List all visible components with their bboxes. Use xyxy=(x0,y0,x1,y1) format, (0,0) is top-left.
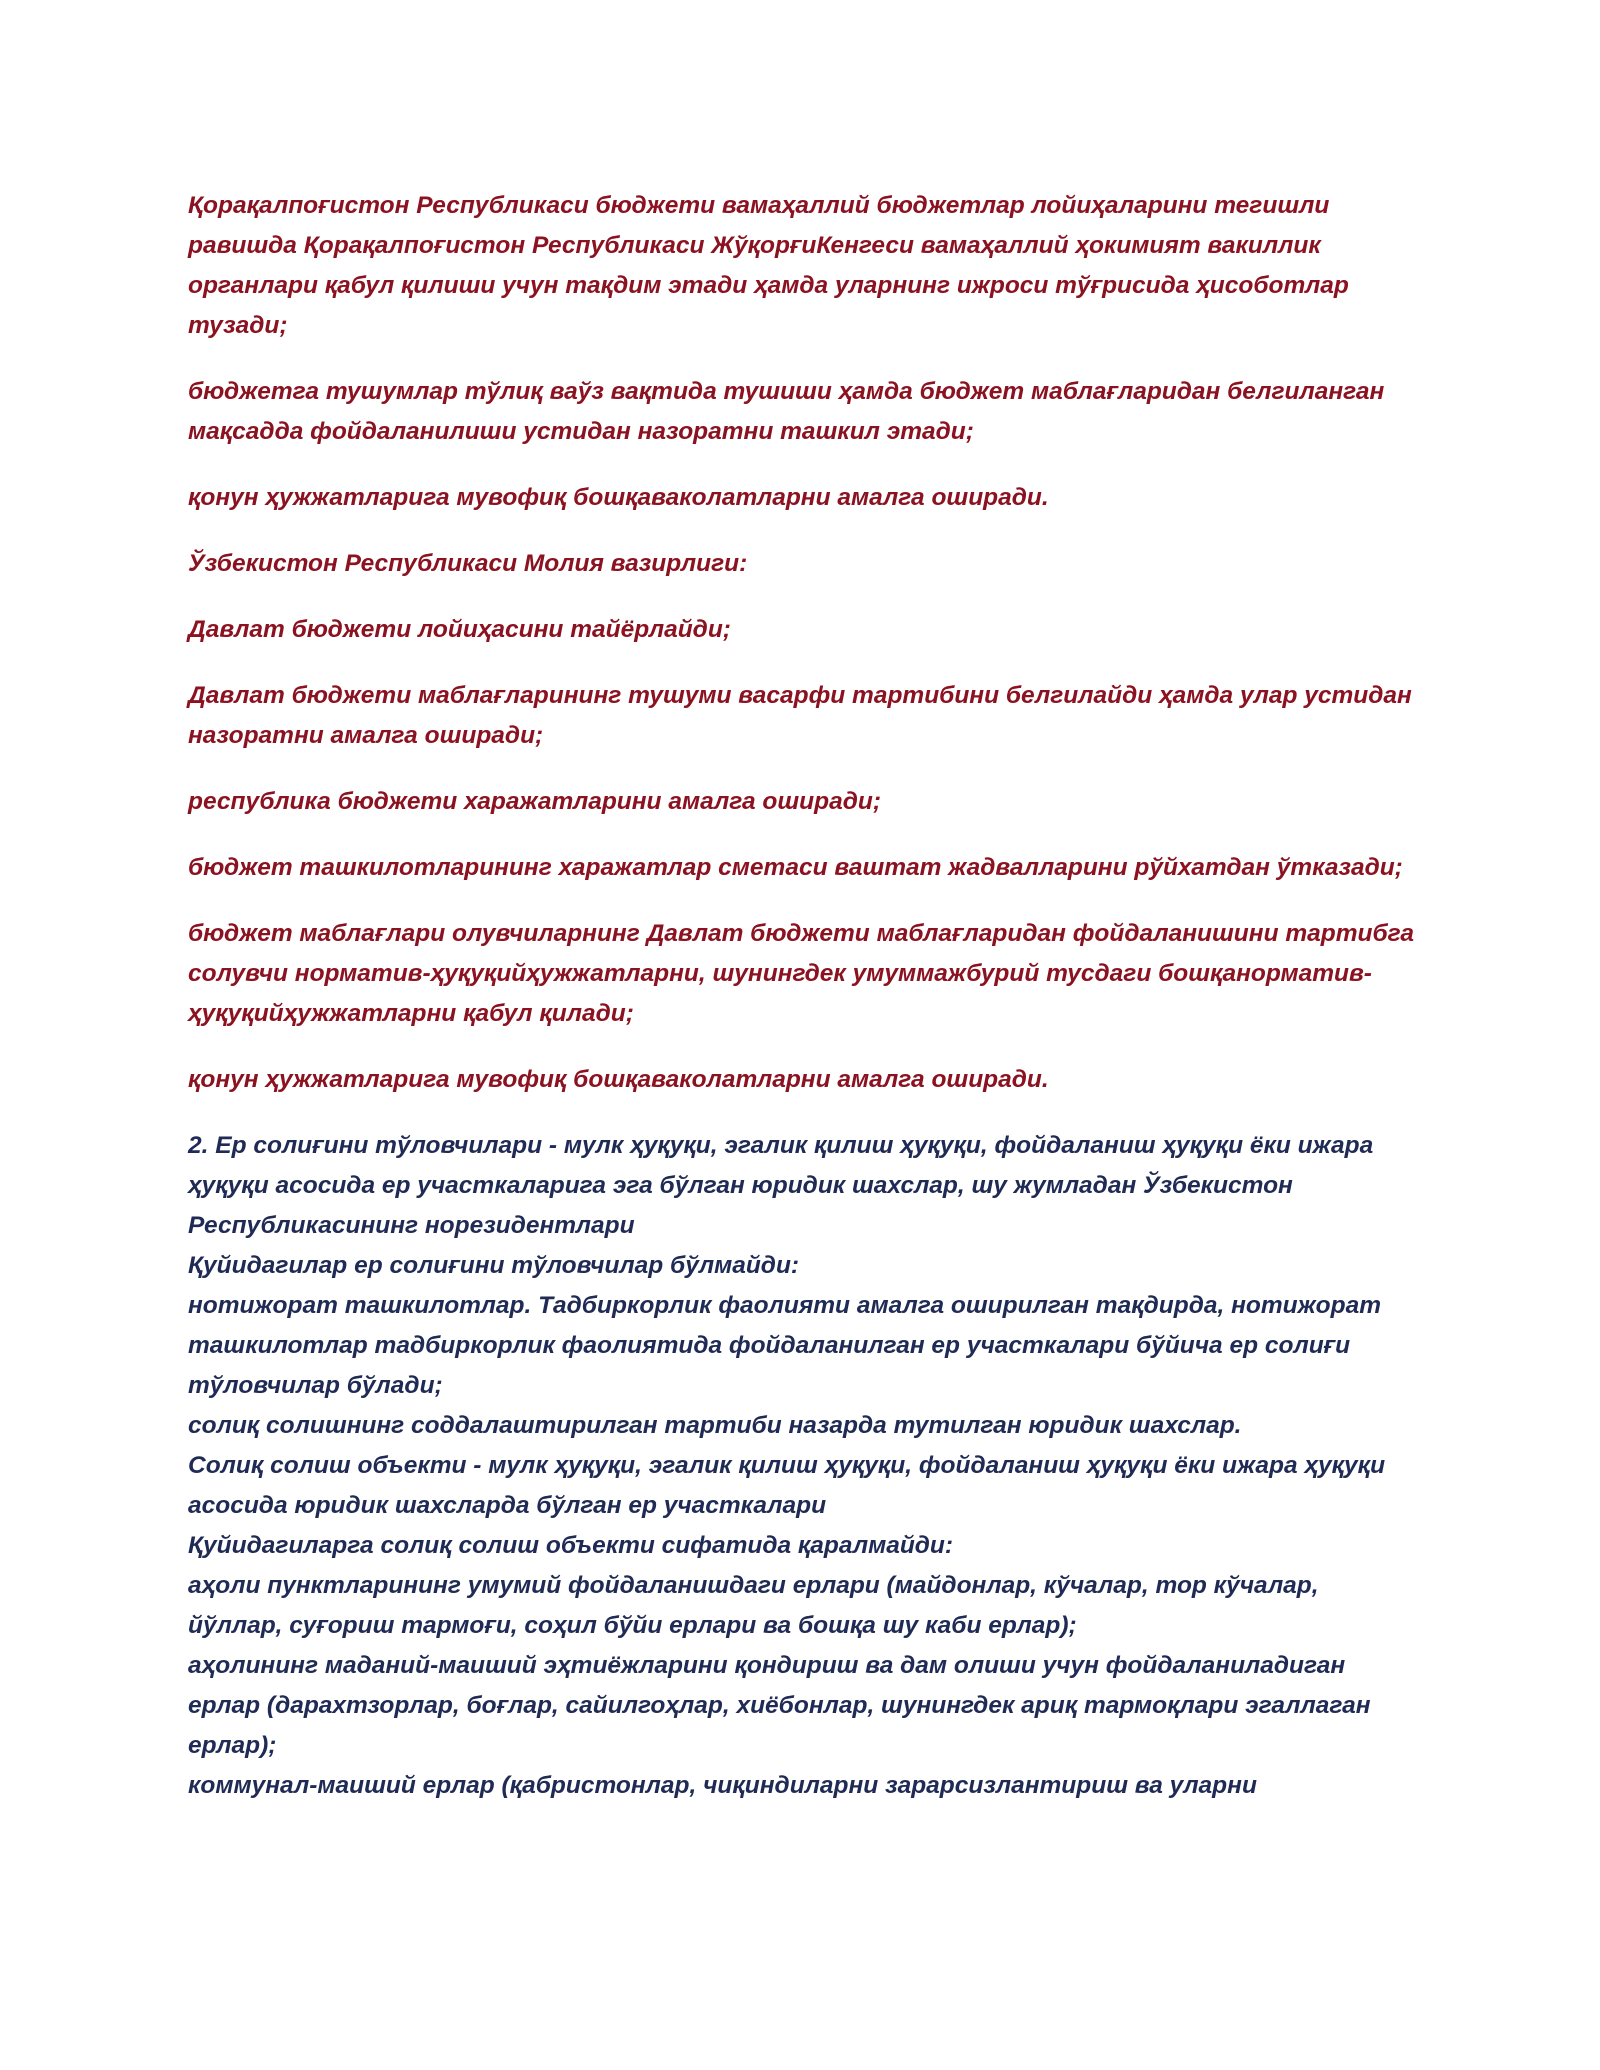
paragraph-other-powers-1: қонун ҳужжатларига мувофиқ бошқаваколатларни амалга оширади. xyxy=(188,484,1049,511)
communal-lands-item: коммунал-маиший ерлар (қабристонлар, чиқиндиларни зарарсизлантириш ва уларни xyxy=(188,1772,1257,1799)
paragraph-karakalpak-budget: Қорақалпоғистон Республикаси бюджети вамаҳаллий бюджетлар лойиҳаларини тегишли равишда Қорақалпоғистон Республикаси ЖўқорғиКенгеси вамаҳаллий ҳокимият вакиллик органлари қабул қилиши учун тақдим этади ҳамда уларнинг ижроси тўғрисида ҳисоботлар тузади; xyxy=(188,192,1349,339)
document-page xyxy=(188,186,1418,1806)
paragraph-budget-revenue-control: бюджетга тушумлар тўлиқ ваўз вақтида тушиши ҳамда бюджет маблағларидан белгиланган мақсадда фойдаланилиши устидан назоратни ташкил этади; xyxy=(188,378,1385,445)
paragraph-state-budget-draft: Давлат бюджети лойиҳасини тайёрлайди; xyxy=(188,616,731,643)
paragraph-republic-budget-expenses: республика бюджети харажатларини амалга оширади; xyxy=(188,788,881,815)
non-payers-heading: Қуйидагилар ер солиғини тўловчилар бўлмайди: xyxy=(188,1252,800,1279)
red-text-block xyxy=(188,186,1418,1100)
taxation-object-definition: Солиқ солиш объекти - мулк ҳуқуқи, эгалик қилиш ҳуқуқи, фойдаланиш ҳуқуқи ёки ижара ҳуқуқи асосида юридик шахсларда бўлган ер участкалари xyxy=(188,1452,1386,1519)
paragraph-finance-ministry-heading: Ўзбекистон Республикаси Молия вазирлиги: xyxy=(188,550,748,577)
land-tax-payers-definition: 2. Ер солиғини тўловчилари - мулк ҳуқуқи, эгалик қилиш ҳуқуқи, фойдаланиш ҳуқуқи ёки ижара ҳуқуқи асосида ер участкаларига эга бўлган юридик шахслар, шу жумладан Ўзбекистон Республикасининг норезидентлари xyxy=(188,1132,1374,1239)
simplified-taxation-item: солиқ солишнинг соддалаштирилган тартиби назарда тутилган юридик шахслар. xyxy=(188,1412,1242,1439)
blue-text-block xyxy=(188,1126,1418,1806)
public-use-lands-item: аҳоли пунктларининг умумий фойдаланишдаги ерлари (майдонлар, кўчалар, тор кўчалар, йўллар, суғориш тармоғи, соҳил бўйи ерлари ва бошқа шу каби ерлар); xyxy=(188,1572,1319,1639)
non-commercial-orgs-item: нотижорат ташкилотлар. Тадбиркорлик фаолияти амалга оширилган тақдирда, нотижорат ташкилотлар тадбиркорлик фаолиятида фойдаланилган ер участкалари бўйича ер солиғи тўловчилар бўлади; xyxy=(188,1292,1381,1399)
paragraph-normative-acts: бюджет маблағлари олувчиларнинг Давлат бюджети маблағларидан фойдаланишини тартибга солувчи норматив-ҳуқуқийҳужжатларни, шунингдек умуммажбурий тусдаги бошқанорматив-ҳуқуқийҳужжатларни қабул қилади; xyxy=(188,920,1415,1027)
non-taxable-objects-heading: Қуйидагиларга солиқ солиш объекти сифатида қаралмайди: xyxy=(188,1532,954,1559)
paragraph-state-budget-order: Давлат бюджети маблағларининг тушуми васарфи тартибини белгилайди ҳамда улар устидан назоратни амалга оширади; xyxy=(188,682,1412,749)
paragraph-other-powers-2: қонун ҳужжатларига мувофиқ бошқаваколатларни амалга оширади. xyxy=(188,1066,1049,1093)
paragraph-budget-org-estimates: бюджет ташкилотларининг харажатлар сметаси ваштат жадвалларини рўйхатдан ўтказади; xyxy=(188,854,1403,881)
recreational-lands-item: аҳолининг маданий-маиший эҳтиёжларини қондириш ва дам олиши учун фойдаланиладиган ерлар (дарахтзорлар, боғлар, сайилгоҳлар, хиёбонлар, шунингдек ариқ тармоқлари эгаллаган ерлар); xyxy=(188,1652,1371,1759)
